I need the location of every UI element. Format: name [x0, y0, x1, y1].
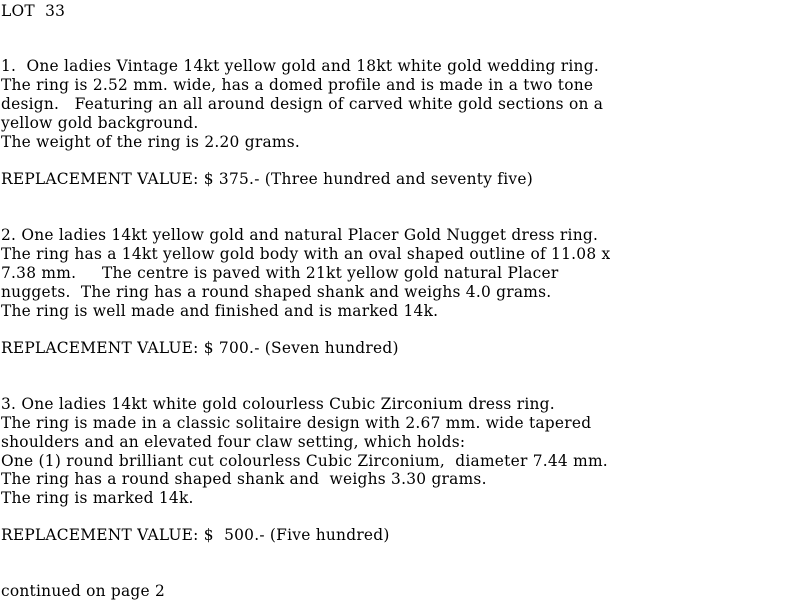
item-3-line-5: The ring has a round shaped shank and weighs 3.30 grams. — [1, 470, 487, 488]
item-3-line-1: 3. One ladies 14kt white gold colourless Cubic Zirconium dress ring. — [1, 395, 555, 413]
item-2-line-5: The ring is well made and finished and is marked 14k. — [1, 302, 439, 320]
item-1-line-2: The ring is 2.52 mm. wide, has a domed profile and is made in a two tone — [1, 76, 594, 94]
item-1-line-5: The weight of the ring is 2.20 grams. — [1, 133, 301, 151]
item-1-replacement-value: REPLACEMENT VALUE: $ 375.- (Three hundred and seventy five) — [1, 170, 533, 188]
item-3-line-3: shoulders and an elevated four claw setting, which holds: — [1, 433, 466, 451]
item-1-line-3: design. Featuring an all around design of carved white gold sections on a — [1, 95, 604, 113]
item-3-line-2: The ring is made in a classic solitaire design with 2.67 mm. wide tapered — [1, 414, 592, 432]
item-2-line-4: nuggets. The ring has a round shaped shank and weighs 4.0 grams. — [1, 283, 552, 301]
item-1-line-4: yellow gold background. — [1, 114, 199, 132]
item-2-line-3: 7.38 mm. The centre is paved with 21kt yellow gold natural Placer — [1, 264, 559, 282]
item-2-line-2: The ring has a 14kt yellow gold body with an oval shaped outline of 11.08 x — [1, 245, 611, 263]
item-3-line-6: The ring is marked 14k. — [1, 489, 194, 507]
continued-note: continued on page 2 — [1, 582, 166, 600]
item-1-line-1: 1. One ladies Vintage 14kt yellow gold and 18kt white gold wedding ring. — [1, 57, 599, 75]
item-3-replacement-value: REPLACEMENT VALUE: $ 500.- (Five hundred) — [1, 526, 390, 544]
item-2-replacement-value: REPLACEMENT VALUE: $ 700.- (Seven hundred) — [1, 339, 399, 357]
lot-title: LOT 33 — [1, 2, 66, 20]
item-2-line-1: 2. One ladies 14kt yellow gold and natural Placer Gold Nugget dress ring. — [1, 226, 599, 244]
item-3-line-4: One (1) round brilliant cut colourless Cubic Zirconium, diameter 7.44 mm. — [1, 452, 608, 470]
